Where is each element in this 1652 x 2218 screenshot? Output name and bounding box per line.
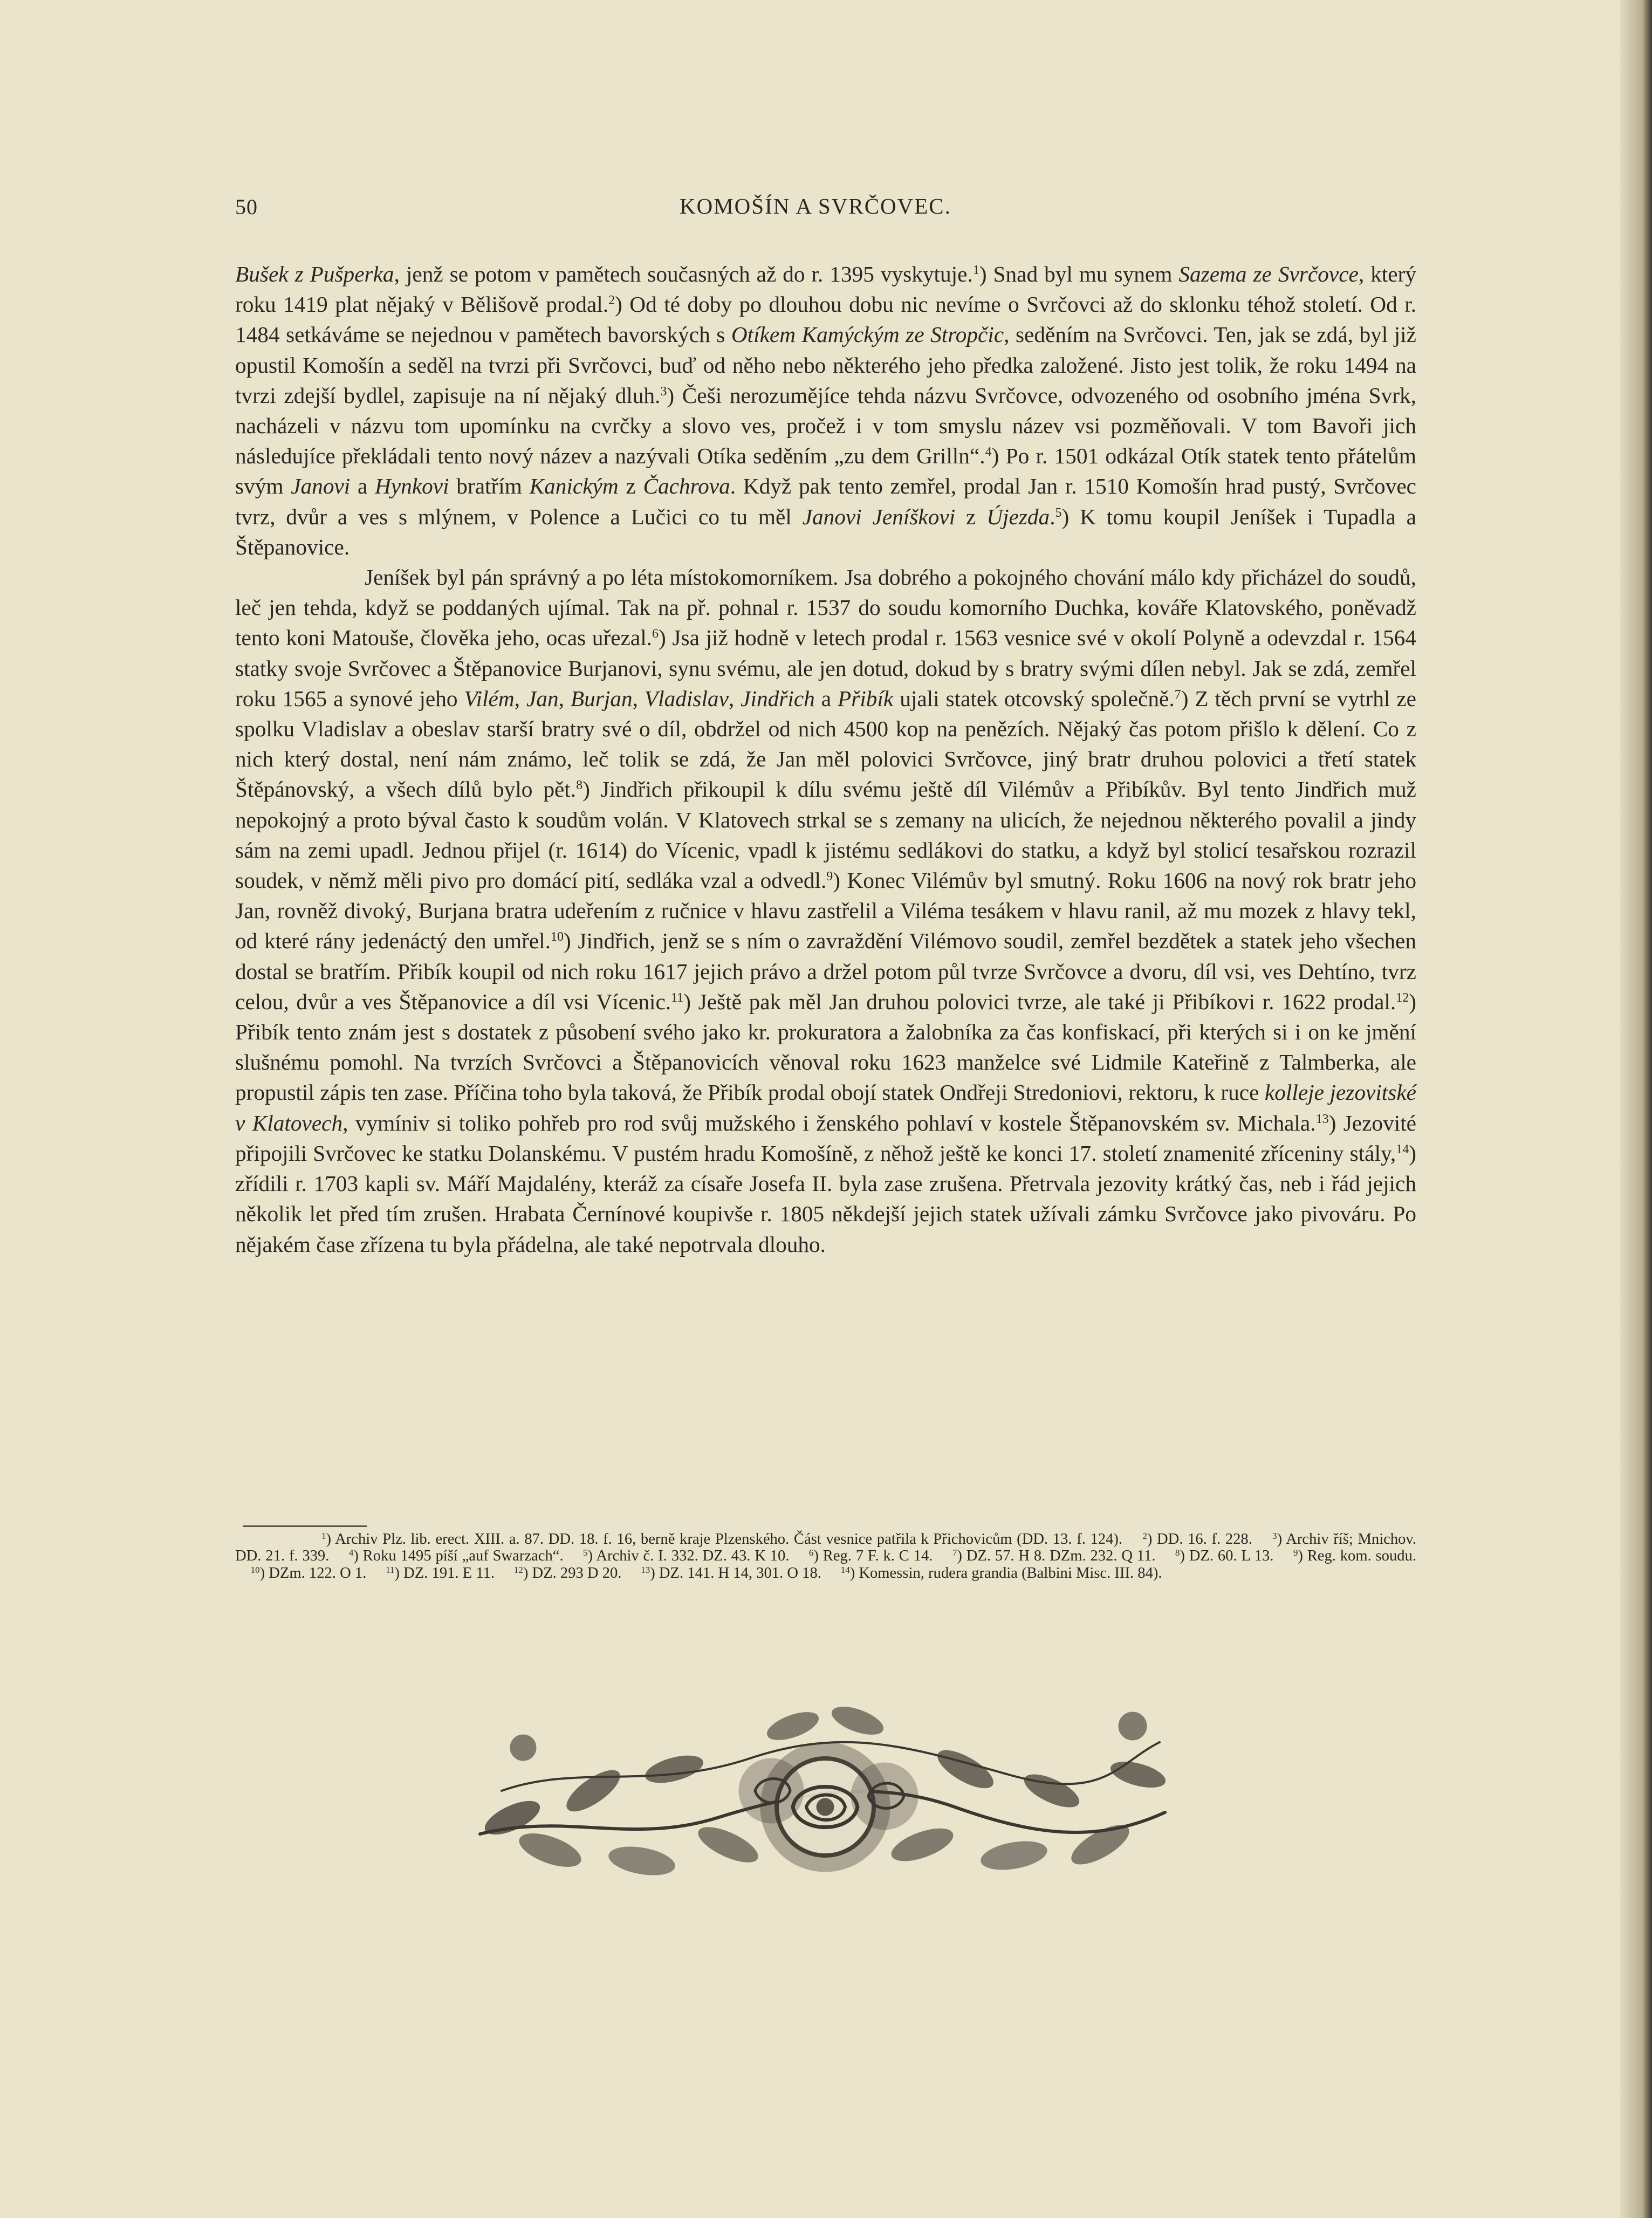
footnote-number: 5: [583, 1548, 588, 1558]
italic-name: Jan: [526, 686, 559, 711]
text-run: Jeníšek byl pán správný a po léta místokomorníkem. Jsa dobrého a pokojného chování málo kdy přicházel do soudů, leč jen tehda, když se poddaných ujímal. Tak na př. pohnal r. 1537 do soudu komorního Duchka, kováře Klatovského, poněvadž tento koni Matouše, člověka jeho, ocas uřezal.: [235, 565, 1416, 651]
rose-garland-icon: [469, 1683, 1176, 1899]
footnote-ref: 3: [660, 384, 667, 399]
footnote-text: Reg. kom. soudu.: [1307, 1548, 1417, 1565]
footnote-ref: 7: [1174, 687, 1181, 702]
footnote-number: 8: [1175, 1548, 1180, 1558]
footnote-text: DZ. 141. H 14, 301. O 18.: [659, 1564, 821, 1582]
text-run: ,: [558, 686, 571, 711]
text-run: ) Od té doby po dlouhou dobu nic nevíme o Svrčovci až do sklonku téhož století. Od r. 1484 setkáváme se nejednou v pamětech bavorských s: [235, 292, 1417, 347]
italic-name: Přibík: [838, 686, 894, 711]
italic-name: Újezda: [986, 504, 1050, 529]
running-title: KOMOŠÍN A SVRČOVEC.: [680, 194, 951, 218]
footnote-ref: 9: [826, 870, 833, 884]
text-run: , který roku 1419 plat nějaký v Bělišově prodal.: [235, 262, 1417, 317]
footnote-item: $^9$) Reg. kom. soudu.: [1293, 1548, 1417, 1565]
footnote-text: Archiv říš; Mnichov. DD. 21. f. 339.: [235, 1531, 1417, 1565]
text-run: ,: [632, 686, 645, 711]
text-run: ) Přibík tento znám jest s dostatek z působení svého jako kr. prokuratora a žalobníka za čas konfiskací, při kterých si i on ke jmění slušnému pomohl. Na tvrzích Svrčovci a Štěpanovicích věnoval roku 1623 manželce své Lidmile Kateřině z Talmberka, ale propustil zápis ten zase. Příčina toho byla taková, že Přibík prodal obojí statek Ondřeji Stredoniovi, rektoru, k ruce: [235, 989, 1416, 1105]
text-run: ) Ještě pak měl Jan druhou polovici tvrze, ale také ji Přibíkovi r. 1622 prodal.: [683, 989, 1396, 1014]
italic-name: Burjan: [570, 686, 633, 711]
text-run: ,: [514, 686, 526, 711]
footnote-number: 1: [321, 1531, 326, 1541]
footnote-text: DZ. 191. E 11.: [403, 1564, 495, 1582]
footnote-text: DZm. 122. O 1.: [269, 1564, 367, 1582]
text-run: ) Z těch první se vytrhl ze spolku Vladislav a obeslav starší bratry své o díl, obdržel od nich 4500 kop na penězích. Nějaký čas potom přišlo k dělení. Co z nich který dostal, není nám známo, leč tolik se zdá, že Jan měl polovici Svrčovce, jiný bratr druhou polovici a třetí statek Štěpánovský, a všech dílů bylo pět.: [235, 686, 1416, 802]
text-run: .: [1050, 504, 1055, 529]
text-run: , jenž se potom v pamětech současných až do r. 1395 vyskytuje.: [394, 262, 973, 286]
footnote-number: 3: [1272, 1531, 1277, 1541]
footnote-ref: 10: [550, 930, 564, 944]
body-text: [235, 259, 1416, 1259]
text-run: ,: [728, 686, 741, 711]
italic-name: Vladislav: [644, 686, 729, 711]
italic-name: Kanickým: [529, 474, 619, 499]
italic-name: kolleje jezovitské v Klatovech: [235, 1080, 1416, 1135]
italic-name: Jindřich: [741, 686, 815, 711]
italic-name: Hynkovi: [375, 474, 449, 499]
footnote-item: $^{14}$) Komessin, rudera grandia (Balbini Misc. III. 84).: [840, 1564, 1162, 1582]
text-run: a: [814, 686, 838, 711]
footnote-item: $^2$) DD. 16. f. 228.: [1142, 1531, 1252, 1548]
footnote-item: $^5$) Archiv č. I. 332. DZ. 43. K 10.: [583, 1548, 790, 1565]
text-run: ) Jindřich přikoupil k dílu svému ještě díl Vilémův a Přibíkův. Byl tento Jindřich muž nepokojný a proto býval často k soudům volán. V Klatovech strkal se s zemany na ulicích, že nejednou některého povalil a jindy sám na zemi upadl. Jednou přijel (r. 1614) do Vícenic, vpadl k jistému sedlákovi do statku, a když byl stolicí tesařskou rozrazil soudek, v němž měli pivo pro domácí pití, sedláka vzal a odvedl.: [235, 777, 1416, 893]
footnote-number: 7: [952, 1548, 957, 1558]
footnote-ref: 11: [671, 990, 684, 1005]
text-run: ) Jezovité připojili Svrčovec ke statku Dolanskému. V pustém hradu Komošíně, z něhož ještě ke konci 17. století znamenité zříceniny stály,: [235, 1110, 1416, 1166]
footnote-text: Archiv Plz. lib. erect. XIII. a. 87. DD. 18. f. 16, berně kraje Plzenského. Část vesnice patřila k Přichovicům (DD. 13. f. 124).: [335, 1531, 1123, 1548]
footnote-item: $^{10}$) DZm. 122. O 1.: [250, 1564, 367, 1582]
footnote-text: DZ. 293 D 20.: [532, 1564, 622, 1582]
footnote-number: 9: [1293, 1548, 1298, 1558]
text-run: ) Po r. 1501 odkázal Otík statek tento přátelům svým: [235, 443, 1417, 499]
text-run: , vymíniv si toliko pohřeb pro rod svůj mužského i ženského pohlaví v kostele Štěpanovském sv. Michala.: [342, 1110, 1316, 1135]
footnote-ref: 1: [972, 263, 979, 277]
footnotes: [235, 1531, 1416, 1582]
footnote-ref: 8: [576, 778, 583, 793]
footnote-number: 14: [840, 1564, 850, 1575]
text-run: a: [350, 474, 375, 499]
footnote-ref: 14: [1396, 1142, 1409, 1156]
footnote-item: $^3$) Archiv říš; Mnichov. DD. 21. f. 339.: [235, 1531, 1417, 1565]
paragraph-2: [235, 562, 1416, 1259]
footnote-item: $^8$) DZ. 60. L 13.: [1175, 1548, 1274, 1565]
footnote-ref: 2: [608, 293, 615, 308]
footnote-item: $^1$) Archiv Plz. lib. erect. XIII. a. 87. DD. 18. f. 16, berně kraje Plzenského. Část vesnice patřila k Přichovicům (DD. 13. f. 124).: [321, 1531, 1123, 1548]
text-run: z: [618, 474, 643, 499]
text-run: . Když pak tento zemřel, prodal Jan r. 1510 Komošín hrad pustý, Svrčovec tvrz, dvůr a ves s mlýnem, v Polence a Lučici co tu měl: [235, 474, 1417, 529]
text-run: ) Češi nerozumějíce tehda názvu Svrčovce, odvozeného od osobního jména Svrk, nacházeli v názvu tom upomínku na cvrčky a slovo ves, pročež i v tom smyslu název vsi pozměňovali. V tom Bavoři jich následujíce překládali tento nový název a nazývali Otíka seděním „zu dem Grilln“.: [235, 382, 1417, 469]
footnote-separator: [243, 1525, 367, 1527]
italic-name: Janovi: [291, 474, 351, 499]
footnote-text: DZ. 60. L 13.: [1189, 1548, 1274, 1565]
footnote-ref: 5: [1055, 505, 1062, 520]
text-run: ) Snad byl mu synem: [979, 262, 1179, 286]
footnote-ref: 13: [1315, 1112, 1329, 1126]
footnote-item: $^6$) Reg. 7 F. k. C 14.: [808, 1548, 933, 1565]
text-run: z: [955, 504, 987, 529]
footnote-text: DZ. 57. H 8. DZm. 232. Q 11.: [966, 1548, 1156, 1565]
footnote-number: 10: [250, 1564, 260, 1575]
italic-name: Bušek z Pušperka: [235, 262, 394, 286]
footnote-text: Archiv č. I. 332. DZ. 43. K 10.: [596, 1548, 790, 1565]
footnote-number: 2: [1142, 1531, 1147, 1541]
text-run: , seděním na Svrčovci. Ten, jak se zdá, byl již opustil Komošín a seděl na tvrzi při Svrčovci, buď od něho nebo některého jeho předka založené. Jisto jest tolik, že roku 1494 na tvrzi zdejší bydlel, zapisuje na ní nějaký dluh.: [235, 322, 1416, 408]
footnote-item: $^{11}$) DZ. 191. E 11.: [386, 1564, 495, 1582]
paragraph-1: [235, 259, 1416, 562]
italic-name: Čachrova: [643, 474, 730, 499]
footnote-number: 6: [808, 1548, 814, 1558]
footnote-text: Komessin, rudera grandia (Balbini Misc. III. 84).: [859, 1564, 1162, 1582]
footnote-number: 12: [513, 1564, 523, 1575]
footnote-ref: 12: [1396, 990, 1409, 1005]
footnote-item: $^{12}$) DZ. 293 D 20.: [513, 1564, 622, 1582]
footnote-text: Reg. 7 F. k. C 14.: [822, 1548, 933, 1565]
page-number: 50: [235, 195, 258, 219]
italic-name: Sazema ze Svrčovce: [1178, 262, 1359, 286]
text-run: ) K tomu koupil Jeníšek i Tupadla a Štěpanovice.: [235, 504, 1416, 559]
text-run: ) Jindřich, jenž se s ním o zavraždění Vilémovo soudil, zemřel bezdětek a statek jeho všechen dostal se bratřím. Přibík koupil od nich roku 1617 jejich právo a držel potom půl tvrze Svrčovce a dvoru, díl vsi, ves Dehtíno, tvrz celou, dvůr a ves Štěpanovice a díl vsi Vícenic.: [235, 928, 1416, 1014]
footnote-number: 4: [348, 1548, 354, 1558]
text-run: ) Jsa již hodně v letech prodal r. 1563 vesnice své v okolí Polyně a odevzdal r. 1564 statky svoje Svrčovec a Štěpanovice Burjanovi, synu svému, ale jen dotud, dokud by s bratry svými dílen nebyl. Jak se zdá, zemřel roku 1565 a synové jeho: [235, 625, 1416, 711]
text-run: ujali statek otcovský společně.: [893, 686, 1175, 711]
footnote-number: 11: [386, 1564, 395, 1575]
text-run: ) zřídili r. 1703 kapli sv. Máří Majdalény, kteráž za císaře Josefa II. byla zase zrušena. Přetrvala jezovity krátký čas, neb i řád jejich několik let před tím zrušen. Hrabata Černínové koupivše r. 1805 někdejší jejich statek užívali zámku Svrčovce jako pivováru. Po nějakém čase zřízena tu byla přádelna, ale také nepotrvala dlouho.: [235, 1140, 1416, 1257]
footnote-text: DD. 16. f. 228.: [1157, 1531, 1252, 1548]
page-edge-shadow: [1620, 0, 1652, 2218]
text-run: ) Konec Vilémův byl smutný. Roku 1606 na nový rok bratr jeho Jan, rovněž divoký, Burjana bratra udeřením z ručnice v hlavu zastřelil a Viléma tesákem v hlavu ranil, až mu mozek z hlavy tekl, od které rány jedenáctý den umřel.: [235, 868, 1417, 954]
footnote-text: Roku 1495 píší „auf Swarzach“.: [362, 1548, 564, 1565]
footnote-item: $^4$) Roku 1495 píší „auf Swarzach“.: [348, 1548, 564, 1565]
footnote-item: $^7$) DZ. 57. H 8. DZm. 232. Q 11.: [952, 1548, 1156, 1565]
italic-name: Vilém: [464, 686, 515, 711]
footnote-ref: 6: [652, 627, 659, 641]
italic-name: Otíkem Kamýckým ze Stropčic: [731, 322, 1004, 347]
footnote-number: 13: [641, 1564, 650, 1575]
text-run: bratřím: [449, 474, 530, 499]
footnote-ref: 4: [985, 445, 992, 460]
footnote-item: $^{13}$) DZ. 141. H 14, 301. O 18.: [641, 1564, 821, 1582]
italic-name: Janovi Jeníškovi: [802, 504, 956, 529]
